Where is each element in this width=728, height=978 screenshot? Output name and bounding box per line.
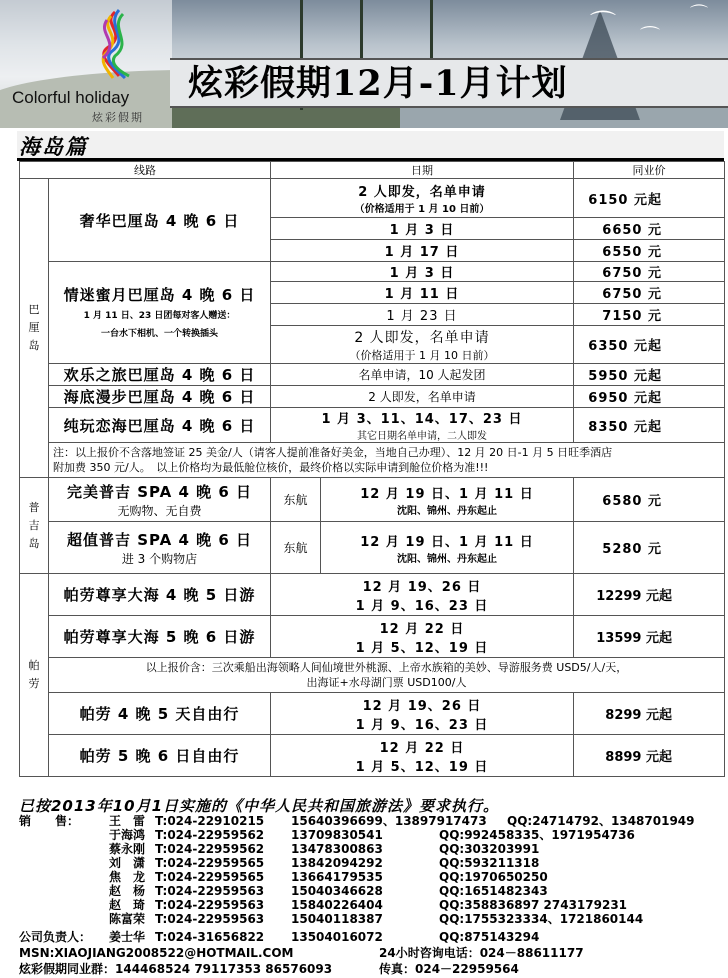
contact-name: 刘 潇 [109, 856, 146, 870]
route-name: 欢乐之旅巴厘岛 4 晚 6 日 [49, 364, 271, 386]
contact-mobile: 13709830541 [291, 828, 383, 842]
price-cell: 6750 元 [574, 262, 725, 282]
table-row [20, 262, 725, 282]
date-note: 其它日期名单申请，二人即发 [357, 431, 487, 442]
date-text: 12 月 19、26 日 [362, 579, 482, 595]
palau-note [49, 658, 725, 693]
date-note: （价格适用于 1 月 10 日前） [354, 204, 490, 215]
seagull-icon: ⌒ [690, 4, 708, 25]
contact-name: 陈富荣 [109, 912, 146, 926]
airline-cell: 东航 [271, 522, 321, 574]
date-text: 1 月 9、16、23 日 [355, 598, 489, 614]
date-text: 1 月 9、16、23 日 [355, 717, 489, 733]
route-name: 超值普吉 SPA 4 晚 6 日 [66, 530, 252, 549]
date-cell [321, 478, 574, 522]
table-row [20, 408, 725, 443]
date-text: 1 月 5、12、19 日 [355, 759, 489, 775]
region-phuket [20, 478, 49, 574]
date-text: 12 月 19 日、1 月 11 日 [360, 534, 534, 550]
date-cell: 1 月 3 日 [271, 262, 574, 282]
date-text: 12 月 22 日 [379, 621, 465, 637]
contact-name: 焦 龙 [109, 870, 146, 884]
contact-tel: T:024-22959562 [155, 842, 265, 856]
contact-tel: T:024-22959563 [155, 898, 265, 912]
price-cell: 12299 元起 [574, 574, 725, 616]
table-row [20, 616, 725, 658]
section-bar [17, 131, 724, 161]
date-cell [271, 326, 574, 364]
price-cell: 13599 元起 [574, 616, 725, 658]
region-palau [20, 574, 49, 777]
footer [19, 930, 724, 978]
contact-tel: T:024-22959565 [155, 856, 265, 870]
contact-tel: T:024-22959563 [155, 912, 265, 926]
header-date: 日期 [271, 162, 574, 179]
date-text: 2 人即发，名单申请 [358, 185, 486, 200]
region-label: 帕劳 [28, 659, 40, 690]
note-line: 附加费 350 元/人。 以上价格均为最低舱位核价，最终价格以实际申请到舱位价格为准!!! [53, 461, 489, 474]
date-note: 沈阳、锦州、丹东起止 [397, 505, 497, 517]
price-cell: 6350 元起 [574, 326, 725, 364]
contact-row [19, 856, 724, 870]
manager-tel: T:024-31656822 [155, 930, 265, 944]
route-cell [49, 522, 271, 574]
manager-mobile: 13504016072 [291, 930, 383, 944]
contact-name: 蔡永刚 [109, 842, 146, 856]
contact-name: 赵 杨 [109, 884, 146, 898]
sales-contacts [19, 814, 724, 926]
table-header-row [20, 162, 725, 179]
date-cell: 1 月 11 日 [271, 282, 574, 304]
date-note: （价格适用于 1 月 10 日前） [349, 348, 495, 362]
region-label: 普吉岛 [28, 500, 40, 550]
table-note-row [20, 443, 725, 478]
table-row [20, 179, 725, 218]
contact-mobile: 13664179535 [291, 870, 383, 884]
date-cell [271, 574, 574, 616]
route-name: 纯玩恋海巴厘岛 4 晚 6 日 [49, 408, 271, 443]
route-note: 无购物、无自费 [117, 503, 202, 518]
contact-row [19, 814, 724, 828]
date-cell: 2 人即发，名单申请 [271, 386, 574, 408]
price-cell: 7150 元 [574, 304, 725, 326]
route-note: 进 3 个购物店 [121, 551, 198, 566]
seagull-icon: ⌒ [590, 10, 617, 40]
note-line: 以上报价含：三次乘船出海领略人间仙境世外桃源、上帝水族箱的美妙、导游服务费 USD5/人/天， [145, 661, 628, 674]
table-row [20, 735, 725, 777]
contact-mobile: 13478300863 [291, 842, 383, 856]
route-name: 完美普吉 SPA 4 晚 6 日 [66, 482, 252, 501]
contact-row [19, 884, 724, 898]
contact-qq: QQ:358836897 2743179231 [439, 898, 628, 912]
msn-row [19, 946, 724, 962]
page-title: 炫彩假期12月-1月计划 [188, 63, 568, 104]
hotline: 24小时咨询电话：024－88611177 [379, 946, 584, 960]
price-cell: 8899 元起 [574, 735, 725, 777]
date-cell: 1 月 3 日 [271, 218, 574, 240]
contact-qq: QQ:1970650250 [439, 870, 548, 884]
date-cell: 1 月 23 日 [271, 304, 574, 326]
contact-mobile: 15840226404 [291, 898, 383, 912]
header-banner [0, 0, 728, 128]
contact-tel: T:024-22959563 [155, 884, 265, 898]
price-cell: 5280 元 [574, 522, 725, 574]
contact-qq: QQ:24714792、1348701949 [507, 814, 695, 828]
law-notice: 已按2013年10月1日实施的《中华人民共和国旅游法》要求执行。 [19, 797, 500, 815]
contact-qq: QQ:1651482343 [439, 884, 548, 898]
route-name: 帕劳 4 晚 5 天自由行 [49, 693, 271, 735]
route-name: 帕劳尊享大海 5 晚 6 日游 [49, 616, 271, 658]
manager-row [19, 930, 724, 946]
itinerary-table [19, 161, 725, 777]
bali-note [49, 443, 725, 478]
route-gift-note: 1 月 11 日、23 日团每对客人赠送： [83, 311, 236, 321]
route-name: 帕劳 5 晚 6 日自由行 [49, 735, 271, 777]
contact-name: 王 雷 [109, 814, 146, 828]
logo-text-cn: 炫彩假期 [92, 111, 144, 124]
price-cell: 6650 元 [574, 218, 725, 240]
contact-name: 赵 琦 [109, 898, 146, 912]
contact-mobile: 15640396699、13897917473 [291, 814, 487, 828]
date-cell [271, 693, 574, 735]
contact-qq: QQ:1755323334、1721860144 [439, 912, 644, 926]
route-name: 帕劳尊享大海 4 晚 5 日游 [49, 574, 271, 616]
route-cell [49, 478, 271, 522]
table-row [20, 522, 725, 574]
price-cell: 6550 元 [574, 240, 725, 262]
route-name: 奢华巴厘岛 4 晚 6 日 [49, 179, 271, 262]
group-row [19, 962, 724, 978]
contact-qq: QQ:593211318 [439, 856, 540, 870]
price-cell: 6750 元 [574, 282, 725, 304]
manager-qq: QQ:875143294 [439, 930, 540, 944]
contact-tel: T:024-22910215 [155, 814, 265, 828]
table-row [20, 386, 725, 408]
date-note: 沈阳、锦州、丹东起止 [397, 553, 497, 565]
table-row [20, 364, 725, 386]
contact-row [19, 842, 724, 856]
date-cell [271, 179, 574, 218]
region-label: 巴厘岛 [28, 303, 40, 352]
seagull-icon: ⌒ [640, 24, 660, 48]
colorful-ribbon-logo-icon [95, 8, 135, 80]
contact-row [19, 870, 724, 884]
msn-contact: MSN:XIAOJIANG2008522@HOTMAIL.COM [19, 946, 294, 960]
date-text: 1 月 3、11、14、17、23 日 [321, 412, 523, 427]
contact-tel: T:024-22959565 [155, 870, 265, 884]
table-note-row [20, 658, 725, 693]
date-cell: 1 月 17 日 [271, 240, 574, 262]
note-line: 出海证+水母湖门票 USD100/人 [306, 676, 467, 689]
contact-row [19, 898, 724, 912]
header-route: 线路 [20, 162, 271, 179]
sales-label: 销 售： [19, 814, 80, 828]
logo-area [0, 0, 172, 128]
contact-qq: QQ:992458335、1971954736 [439, 828, 635, 842]
table-row [20, 478, 725, 522]
price-cell: 6150 元起 [574, 179, 725, 218]
contact-mobile: 15040346628 [291, 884, 383, 898]
contact-name: 于海鸿 [109, 828, 146, 842]
date-cell [271, 735, 574, 777]
date-cell [271, 616, 574, 658]
airline-cell: 东航 [271, 478, 321, 522]
date-text: 12 月 19 日、1 月 11 日 [360, 486, 534, 502]
date-cell: 名单申请，10 人起发团 [271, 364, 574, 386]
contact-tel: T:024-22959562 [155, 828, 265, 842]
date-cell [321, 522, 574, 574]
contact-qq: QQ:303203991 [439, 842, 540, 856]
table-row [20, 693, 725, 735]
date-text: 2 人即发，名单申请 [354, 329, 490, 346]
fax: 传真：024－22959564 [379, 962, 519, 976]
price-cell: 8350 元起 [574, 408, 725, 443]
section-title: 海岛篇 [19, 135, 88, 159]
route-name: 情迷蜜月巴厘岛 4 晚 6 日 [63, 286, 256, 304]
date-text: 12 月 22 日 [379, 740, 465, 756]
price-cell: 6950 元起 [574, 386, 725, 408]
table-row [20, 574, 725, 616]
date-text: 1 月 5、12、19 日 [355, 640, 489, 656]
contact-mobile: 13842094292 [291, 856, 383, 870]
contact-row [19, 828, 724, 842]
price-cell: 8299 元起 [574, 693, 725, 735]
price-cell: 6580 元 [574, 478, 725, 522]
route-cell [49, 262, 271, 364]
contact-mobile: 15040118387 [291, 912, 383, 926]
date-text: 12 月 19、26 日 [362, 698, 482, 714]
header-price: 同业价 [574, 162, 725, 179]
region-bali [20, 179, 49, 478]
price-cell: 5950 元起 [574, 364, 725, 386]
contact-row [19, 912, 724, 926]
logo-text-en: Colorful holiday [12, 88, 130, 107]
route-gift-items: 一台水下相机、一个转换插头 [100, 329, 218, 339]
peer-groups: 炫彩假期同业群：144468524 79117353 86576093 [19, 962, 333, 976]
route-name: 海底漫步巴厘岛 4 晚 6 日 [49, 386, 271, 408]
manager-label: 公司负责人： [19, 930, 92, 944]
date-cell [271, 408, 574, 443]
note-line: 注：以上报价不含落地签证 25 美金/人（请客人提前准备好美金，当地自己办理）、12 月 20 日-1 月 5 日旺季酒店 [53, 446, 613, 459]
manager-name: 姜士华 [109, 930, 146, 944]
